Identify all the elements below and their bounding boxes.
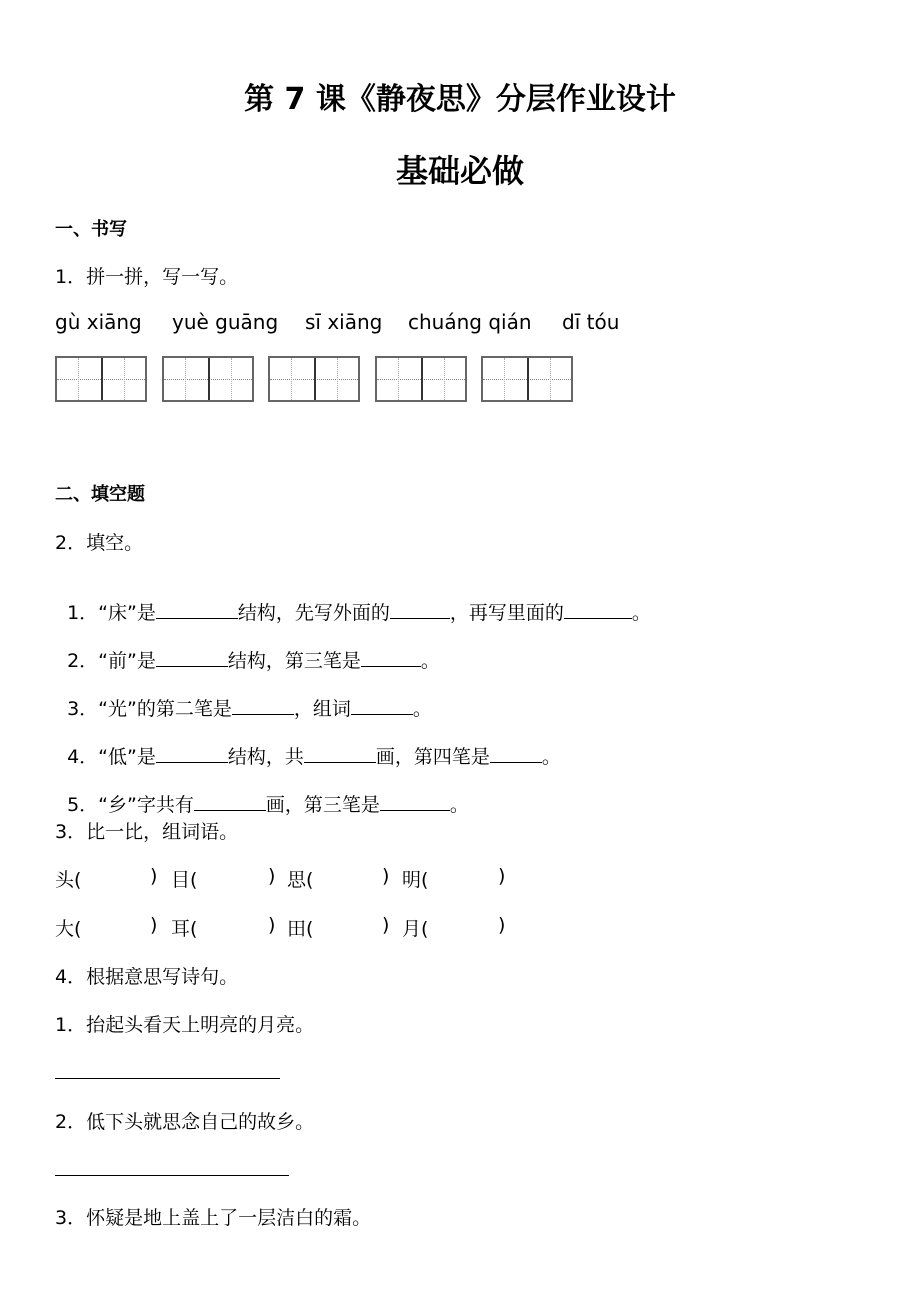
compare-char: 耳( [171,918,198,940]
answer-line[interactable] [55,1175,289,1176]
answer-blank[interactable] [564,600,632,619]
answer-blank[interactable] [304,744,376,763]
compare-char: 月( [402,918,429,940]
fill-text: 画，第四笔是 [375,746,490,768]
compare-char: 明( [402,869,429,891]
writing-grid-box[interactable] [481,356,573,402]
paren-close: ) [382,914,390,936]
fill-text: 2．“前”是 [67,650,156,672]
compare-pair[interactable] [171,914,197,941]
answer-blank[interactable] [156,744,228,763]
pinyin-4: chuáng qián [408,310,532,334]
fill-text: 。 [420,650,440,672]
fill-text: 。 [412,698,432,720]
poem-meaning-2: 2．低下头就思念自己的故乡。 [55,1111,315,1133]
paren-close: ) [268,865,276,887]
pinyin-5: dī tóu [562,310,620,334]
writing-grid-box[interactable] [162,356,254,402]
fill-text: 。 [541,746,561,768]
fill-text: 3．“光”的第二笔是 [67,698,232,720]
paren-close: ) [498,914,506,936]
fill-text: 4．“低”是 [67,746,156,768]
poem-meaning-1: 1．抬起头看天上明亮的月亮。 [55,1014,315,1036]
fill-text: 5．“乡”字共有 [67,794,194,816]
fill-item-4 [55,720,561,769]
compare-pair[interactable] [55,865,81,892]
fill-text: 。 [449,794,469,816]
answer-blank[interactable] [390,600,450,619]
compare-char: 头( [55,869,82,891]
question-1-prompt: 1．拼一拼，写一写。 [55,266,239,288]
section-heading-writing: 一、书写 [55,219,127,240]
paren-close: ) [268,914,276,936]
fill-item-1 [55,576,651,625]
compare-pair[interactable] [287,914,313,941]
fill-text: ，组词 [293,698,351,720]
poem-meaning-3: 3．怀疑是地上盖上了一层洁白的霜。 [55,1207,372,1229]
section-heading-fill-in: 二、填空题 [55,484,145,505]
answer-blank[interactable] [361,648,421,667]
answer-blank[interactable] [156,648,228,667]
fill-text: 画，第三笔是 [265,794,380,816]
fill-text: 。 [631,602,651,624]
answer-blank[interactable] [351,696,413,715]
document-title: 第 7 课《静夜思》分层作业设计 [244,82,676,117]
fill-item-2 [55,624,440,673]
answer-blank[interactable] [156,600,238,619]
compare-char: 思( [287,869,314,891]
compare-char: 目( [171,869,198,891]
question-4-prompt: 4．根据意思写诗句。 [55,966,239,988]
writing-grid-box[interactable] [268,356,360,402]
answer-blank[interactable] [380,792,450,811]
paren-close: ) [498,865,506,887]
writing-grid-box[interactable] [375,356,467,402]
fill-text: 1．“床”是 [67,602,156,624]
answer-blank[interactable] [490,744,542,763]
compare-char: 田( [287,918,314,940]
fill-text: 结构，共 [227,746,304,768]
fill-text: ，再写里面的 [449,602,564,624]
compare-char: 大( [55,918,82,940]
answer-blank[interactable] [232,696,294,715]
fill-text: 结构，先写外面的 [237,602,390,624]
document-subtitle: 基础必做 [395,152,524,190]
question-3-prompt: 3．比一比，组词语。 [55,821,239,843]
fill-item-3 [55,672,432,721]
paren-close: ) [382,865,390,887]
pinyin-3: sī xiāng [305,310,383,334]
fill-item-5 [55,768,469,817]
pinyin-2: yuè guāng [172,310,279,334]
compare-pair[interactable] [55,914,81,941]
paren-close: ) [150,914,158,936]
pinyin-1: gù xiāng [55,310,142,334]
compare-pair[interactable] [171,865,197,892]
question-2-prompt: 2．填空。 [55,532,144,554]
answer-line[interactable] [55,1078,280,1079]
compare-pair[interactable] [402,865,428,892]
compare-pair[interactable] [287,865,313,892]
fill-text: 结构，第三笔是 [227,650,361,672]
paren-close: ) [150,865,158,887]
answer-blank[interactable] [194,792,266,811]
compare-pair[interactable] [402,914,428,941]
writing-grid-box[interactable] [55,356,147,402]
